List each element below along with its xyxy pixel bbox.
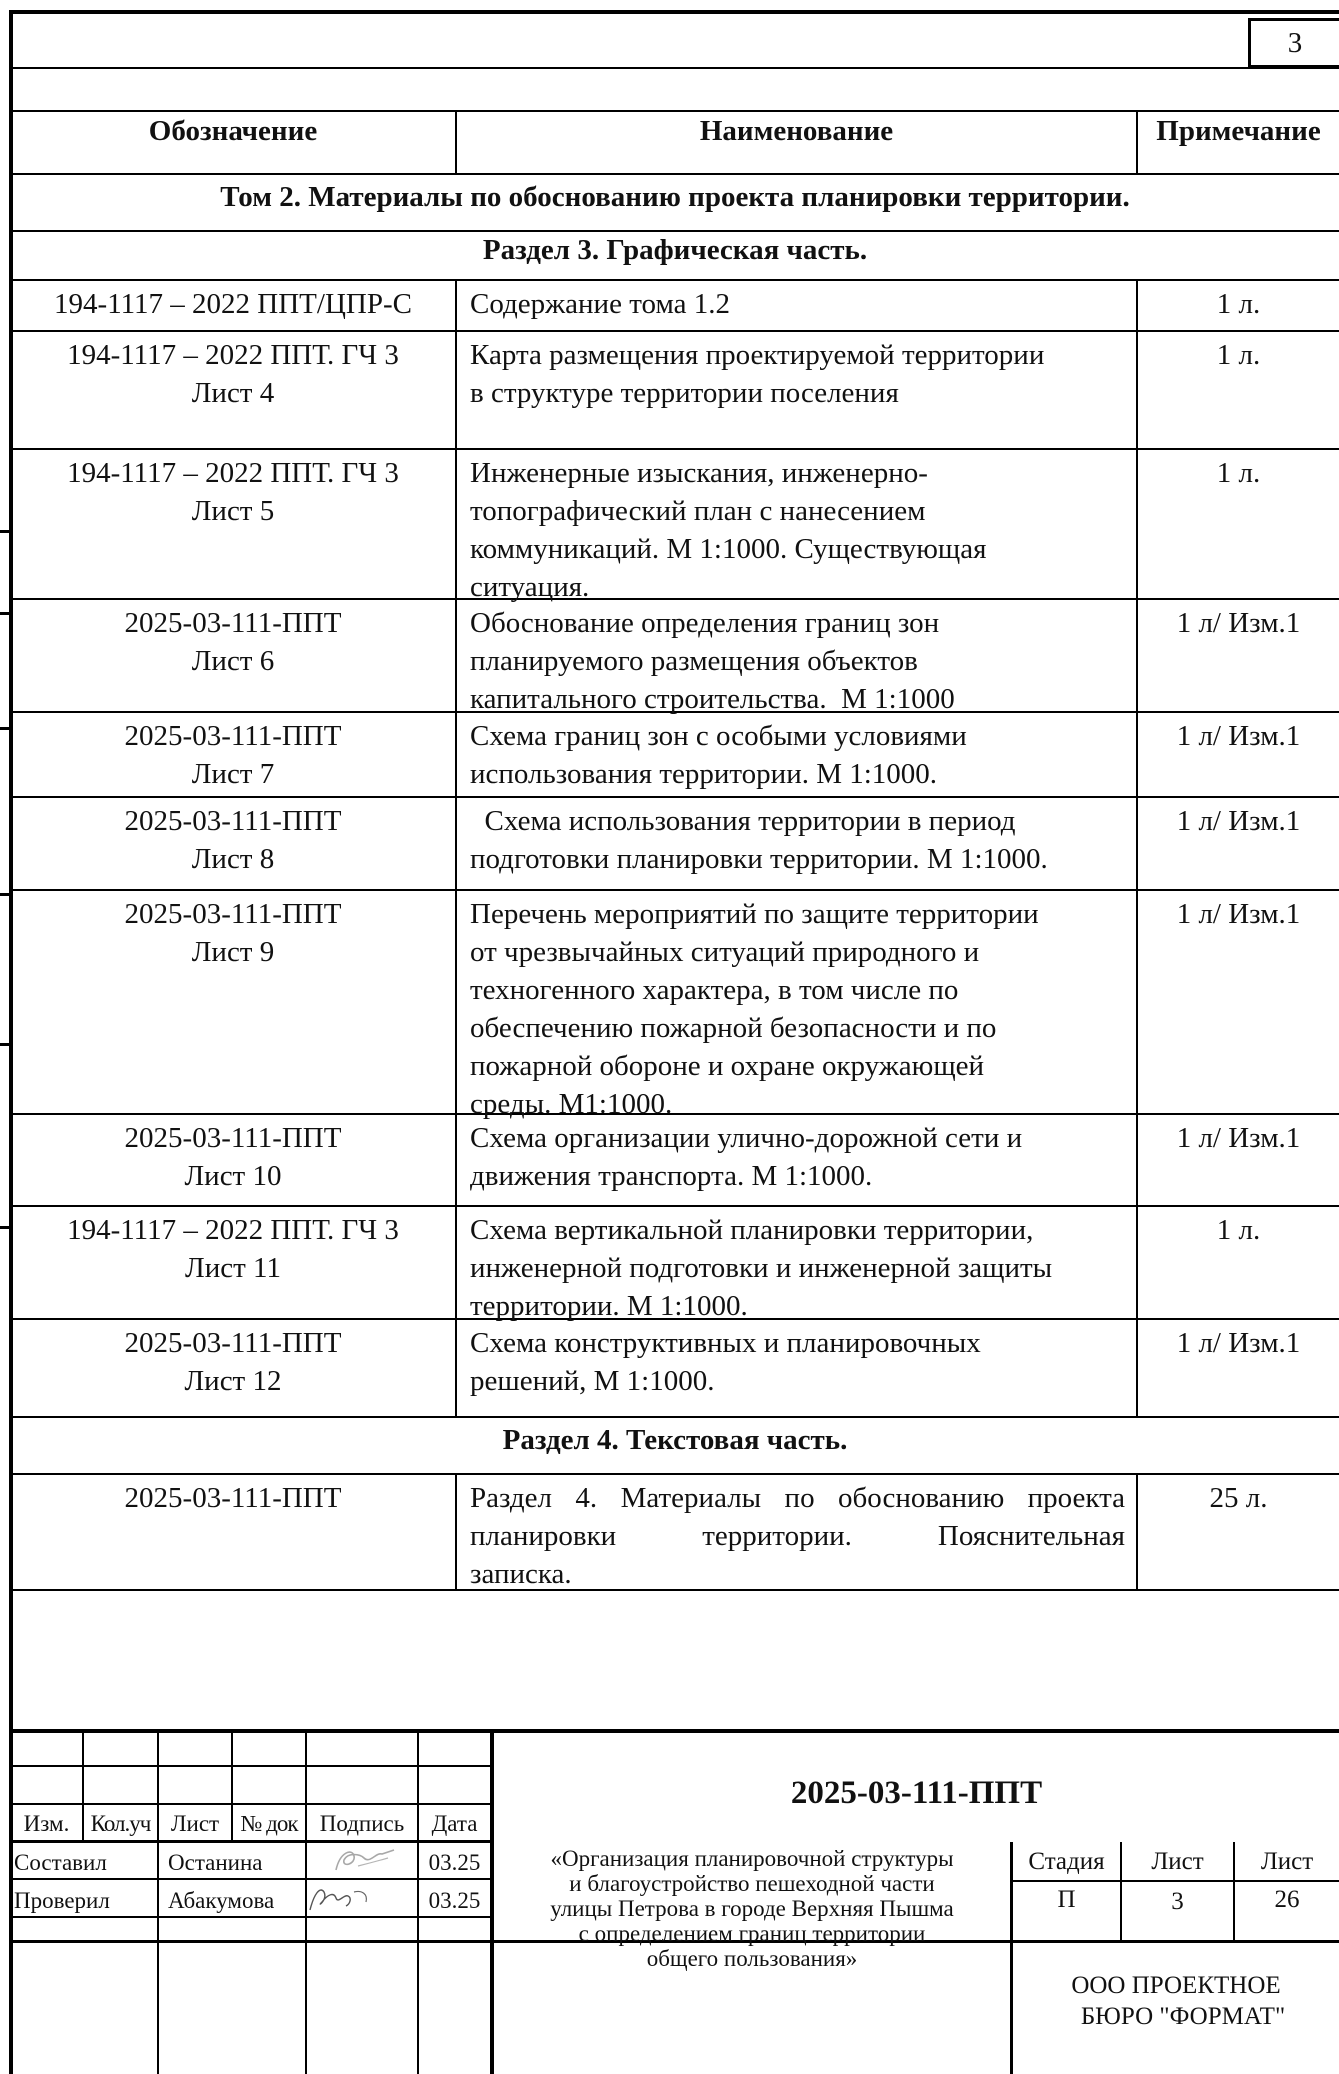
signature-image: [330, 1844, 400, 1876]
row-designation-code: 2025-03-111-ППТ: [124, 1122, 342, 1154]
divider: [11, 1473, 1339, 1475]
row-name: [470, 895, 1135, 1123]
stamp-title-line: общего пользования»: [646, 1946, 858, 1971]
row-designation-sheet: Лист 4: [191, 377, 275, 409]
section4-note: 25 л.: [1209, 1482, 1268, 1514]
row-designation: [11, 1119, 455, 1195]
row-designation-code: 2025-03-111-ППТ: [124, 898, 342, 930]
row-designation-sheet: Лист 12: [184, 1365, 282, 1397]
row-designation-sheet: Лист 11: [185, 1252, 281, 1284]
row-designation-code: 194-1117 – 2022 ППТ/ЦПР-С: [54, 288, 412, 320]
row-designation: [11, 1211, 455, 1287]
row-note: 1 л.: [1216, 1214, 1261, 1246]
divider: [11, 1416, 1339, 1418]
row-designation: [11, 604, 455, 680]
row-designation-sheet: Лист 9: [191, 936, 275, 968]
row-name-line: Обоснование определения границ зон: [470, 607, 940, 639]
row-designation-code: 2025-03-111-ППТ: [124, 805, 342, 837]
stamp-grid-line: [157, 1731, 159, 2074]
stamp-title-line: улицы Петрова в городе Верхняя Пышма: [550, 1896, 954, 1921]
divider: [11, 279, 1339, 281]
row-note: 1 л/ Изм.1: [1176, 898, 1301, 930]
section4-name-line: планировки территории. Пояснительная: [470, 1520, 1125, 1552]
row-designation: [11, 717, 455, 793]
row-name: [470, 802, 1135, 878]
row-name-line: обеспечению пожарной безопасности и по: [470, 1012, 997, 1044]
row-designation-sheet: Лист 7: [191, 758, 275, 790]
row-designation-sheet: Лист 6: [191, 645, 275, 677]
row-note: 1 л/ Изм.1: [1176, 805, 1301, 837]
stamp-col-header: Подпись: [319, 1811, 405, 1836]
row-designation-code: 194-1117 – 2022 ППТ. ГЧ 3: [67, 1214, 399, 1246]
stamp-col-header: № док: [240, 1811, 298, 1836]
stamp-doc-code: 2025-03-111-ППТ: [790, 1775, 1043, 1811]
row-name-line: пожарной обороне и охране окружающей: [470, 1050, 985, 1082]
row-name: [470, 1119, 1135, 1195]
edge-tick: [0, 1043, 12, 1046]
divider: [11, 173, 1339, 175]
header-note: Примечание: [1156, 115, 1321, 147]
row-name-line: инженерной подготовки и инженерной защиты: [470, 1252, 1053, 1284]
stamp-stage-label: Стадия: [1028, 1848, 1105, 1875]
row-note: 1 л/ Изм.1: [1176, 720, 1301, 752]
stamp-organization: [1013, 1970, 1339, 2032]
row-note: 1 л/ Изм.1: [1176, 1122, 1301, 1154]
divider: [11, 889, 1339, 891]
row-note: 1 л.: [1216, 457, 1261, 489]
row-name-line: Схема вертикальной планировки территории,: [470, 1214, 1034, 1246]
row-name-line: в структуре территории поселения: [470, 377, 899, 409]
row-note: 1 л.: [1216, 288, 1261, 320]
stamp-date: 03.25: [428, 1888, 481, 1913]
stamp-col-header: Лист: [170, 1811, 220, 1836]
row-name-line: Содержание тома 1.2: [470, 288, 730, 320]
row-designation-sheet: Лист 8: [191, 843, 275, 875]
divider: [11, 330, 1339, 332]
row-name-line: от чрезвычайных ситуаций природного и: [470, 936, 980, 968]
row-name-line: Схема организации улично-дорожной сети и: [470, 1122, 1023, 1154]
section4-title: Раздел 4. Текстовая часть.: [502, 1424, 848, 1456]
row-name-line: Карта размещения проектируемой территории: [470, 339, 1045, 371]
row-name-line: планируемого размещения объектов: [470, 645, 918, 677]
edge-tick: [0, 530, 12, 533]
volume-title: Том 2. Материалы по обоснованию проекта планировки территории.: [220, 181, 1130, 213]
stamp-sheet-value: 3: [1171, 1888, 1184, 1915]
stamp-col-header: Изм.: [23, 1811, 70, 1836]
stamp-grid-line: [1010, 1880, 1339, 1882]
row-name-line: Схема границ зон с особыми условиями: [470, 720, 967, 752]
stamp-sheets-label: Лист: [1260, 1848, 1314, 1875]
row-designation: [11, 1324, 455, 1400]
row-name-line: ситуация.: [470, 571, 590, 603]
stamp-person-name: Останина: [168, 1850, 263, 1875]
row-name-line: использования территории. М 1:1000.: [470, 758, 938, 790]
row-name: [470, 454, 1135, 606]
row-name: [470, 1211, 1135, 1325]
row-name: [470, 1324, 1135, 1400]
signature-image: [306, 1880, 376, 1916]
stamp-person-name: Абакумова: [168, 1888, 275, 1913]
row-name-line: движения транспорта. М 1:1000.: [470, 1160, 873, 1192]
row-name: [470, 604, 1135, 718]
row-name-line: Инженерные изыскания, инженерно-: [470, 457, 928, 489]
row-name-line: Схема конструктивных и планировочных: [470, 1327, 981, 1359]
stamp-title-line: «Организация планировочной структуры: [550, 1846, 954, 1871]
row-name-line: подготовки планировки территории. М 1:1000.: [470, 843, 1048, 875]
row-designation-code: 2025-03-111-ППТ: [124, 720, 342, 752]
row-note: 1 л.: [1216, 339, 1261, 371]
stamp-role: Проверил: [14, 1888, 110, 1913]
row-designation: [11, 454, 455, 530]
stamp-col-header: Дата: [431, 1811, 478, 1836]
row-designation: [11, 895, 455, 971]
header-designation: Обозначение: [148, 115, 318, 147]
row-designation-code: 2025-03-111-ППТ: [124, 1327, 342, 1359]
stamp-org-line: БЮРО "ФОРМАТ": [1080, 2003, 1286, 2030]
section4-name-line: Раздел 4. Материалы по обоснованию проекта: [470, 1482, 1125, 1514]
row-name-line: Схема использования территории в период: [470, 805, 1016, 837]
stamp-title-line: и благоустройство пешеходной части: [569, 1871, 935, 1896]
row-designation-code: 2025-03-111-ППТ: [124, 607, 342, 639]
divider: [11, 796, 1339, 798]
row-name-line: решений, М 1:1000.: [470, 1365, 715, 1397]
section4-designation: 2025-03-111-ППТ: [124, 1482, 342, 1514]
row-designation-sheet: Лист 5: [191, 495, 275, 527]
row-name-line: территории. М 1:1000.: [470, 1290, 748, 1322]
row-designation-code: 194-1117 – 2022 ППТ. ГЧ 3: [67, 457, 399, 489]
row-name-line: капитального строительства. М 1:1000: [470, 683, 955, 715]
column-line: [455, 279, 457, 1417]
section4-name-line: записка.: [470, 1558, 572, 1590]
row-designation: [11, 285, 455, 323]
row-designation: [11, 336, 455, 412]
divider: [11, 448, 1339, 450]
header-name: Наименование: [699, 115, 894, 147]
section4-name: [470, 1479, 1125, 1593]
row-designation: [11, 802, 455, 878]
row-name-line: Перечень мероприятий по защите территории: [470, 898, 1039, 930]
stamp-title-line: с определением границ территории: [578, 1921, 926, 1946]
stamp-org-line: ООО ПРОЕКТНОЕ: [1071, 1972, 1281, 1999]
stamp-sheet-label: Лист: [1151, 1848, 1204, 1875]
row-note: 1 л/ Изм.1: [1176, 607, 1301, 639]
row-designation-code: 194-1117 – 2022 ППТ. ГЧ 3: [67, 339, 399, 371]
stamp-top-border: [11, 1729, 1339, 1733]
row-designation-sheet: Лист 10: [184, 1160, 282, 1192]
row-name: [470, 285, 1135, 323]
row-name-line: коммуникаций. М 1:1000. Существующая: [470, 533, 987, 565]
row-name: [470, 717, 1135, 793]
stamp-project-title: [494, 1846, 1010, 1971]
column-line: [455, 1473, 457, 1590]
row-name: [470, 336, 1135, 412]
row-name-line: среды. М1:1000.: [470, 1088, 673, 1120]
stamp-stage-value: П: [1057, 1886, 1076, 1913]
stamp-date: 03.25: [428, 1850, 481, 1875]
stamp-col-header: Кол.уч: [90, 1811, 151, 1836]
stamp-role: Составил: [14, 1850, 107, 1875]
divider: [11, 1205, 1339, 1207]
frame-top-border: [9, 10, 1339, 14]
stamp-sheets-value: 26: [1274, 1886, 1300, 1913]
section3-title: Раздел 3. Графическая часть.: [482, 234, 868, 266]
page-number: 3: [1287, 27, 1303, 59]
row-note: 1 л/ Изм.1: [1176, 1327, 1301, 1359]
divider: [11, 67, 1339, 69]
row-name-line: топографический план с нанесением: [470, 495, 926, 527]
row-name-line: техногенного характера, в том числе по: [470, 974, 959, 1006]
